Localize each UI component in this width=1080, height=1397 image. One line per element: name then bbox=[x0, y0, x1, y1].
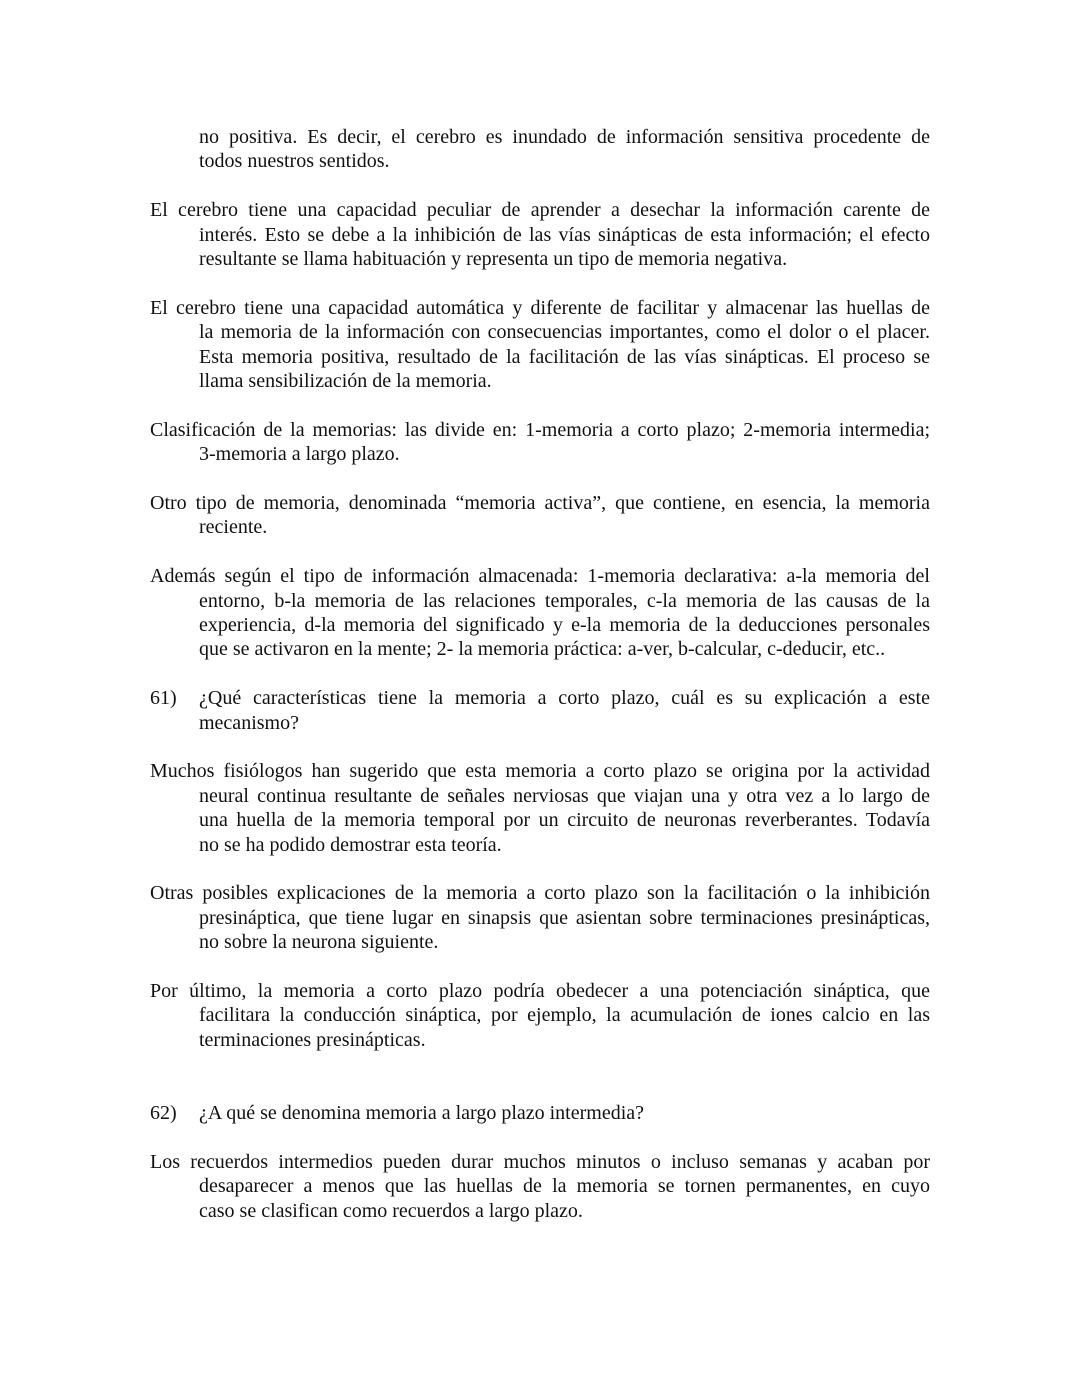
paragraph bbox=[150, 125, 930, 174]
text-line: Otras posibles explicaciones de la memoria a corto plazo son la facilitación o la inhibición bbox=[150, 882, 930, 905]
text-line: Por último, la memoria a corto plazo podría obedecer a una potenciación sináptica, que bbox=[150, 980, 930, 1003]
paragraph bbox=[150, 564, 930, 662]
text-line: Otro tipo de memoria, denominada “memoria activa”, que contiene, en esencia, la memoria bbox=[150, 492, 930, 515]
paragraph bbox=[150, 979, 930, 1052]
text-line: Además según el tipo de información almacenada: 1-memoria declarativa: a-la memoria del bbox=[150, 565, 930, 588]
text-line: la memoria de la información con consecuencias importantes, como el dolor o el placer. bbox=[199, 321, 930, 344]
text-line: El cerebro tiene una capacidad automática y diferente de facilitar y almacenar las huellas de bbox=[150, 296, 930, 319]
text-line: todos nuestros sentidos. bbox=[199, 150, 390, 173]
paragraph bbox=[150, 198, 930, 271]
text-line: Clasificación de la memorias: las divide en: 1-memoria a corto plazo; 2-memoria intermedia; bbox=[150, 418, 930, 441]
text-line: no se ha podido demostrar esta teoría. bbox=[199, 833, 502, 856]
text-line: llama sensibilización de la memoria. bbox=[199, 370, 492, 393]
text-line: Esta memoria positiva, resultado de la facilitación de las vías sinápticas. El proceso se bbox=[199, 345, 930, 368]
text-line: interés. Esto se debe a la inhibición de las vías sinápticas de esta información; el efecto bbox=[199, 223, 930, 246]
text-line: presináptica, que tiene lugar en sinapsis que asientan sobre terminaciones presinápticas, bbox=[199, 906, 930, 929]
paragraph bbox=[150, 491, 930, 540]
text-line: resultante se llama habituación y representa un tipo de memoria negativa. bbox=[199, 248, 788, 271]
text-line: desaparecer a menos que las huellas de la memoria se tornen permanentes, en cuyo bbox=[199, 1175, 930, 1198]
text-line: una huella de la memoria temporal por un circuito de neuronas reverberantes. Todavía bbox=[199, 809, 930, 832]
text-line: caso se clasifican como recuerdos a largo plazo. bbox=[199, 1199, 583, 1222]
question-text bbox=[150, 686, 930, 735]
text-line: 3-memoria a largo plazo. bbox=[199, 443, 400, 466]
question-paragraph bbox=[150, 1101, 930, 1125]
text-line: que se activaron en la mente; 2- la memoria práctica: a-ver, b-calcular, c-deducir, etc.. bbox=[199, 638, 886, 661]
text-line: reciente. bbox=[199, 516, 268, 539]
text-line: Los recuerdos intermedios pueden durar muchos minutos o incluso semanas y acaban por bbox=[150, 1150, 930, 1173]
question-number: 62) bbox=[150, 1102, 177, 1125]
text-line: terminaciones presinápticas. bbox=[199, 1028, 426, 1051]
text-line: entorno, b-la memoria de las relaciones temporales, c-la memoria de las causas de la bbox=[199, 589, 930, 612]
text-line: Muchos fisiólogos han sugerido que esta memoria a corto plazo se origina por la actividad bbox=[150, 760, 930, 783]
text-line: ¿A qué se denomina memoria a largo plazo intermedia? bbox=[199, 1102, 645, 1125]
question-text bbox=[150, 1101, 930, 1125]
paragraph bbox=[150, 1150, 930, 1223]
question-paragraph bbox=[150, 686, 930, 735]
text-line: mecanismo? bbox=[199, 711, 299, 734]
paragraph bbox=[150, 296, 930, 394]
text-line: facilitara la conducción sináptica, por ejemplo, la acumulación de iones calcio en las bbox=[199, 1004, 930, 1027]
text-line: El cerebro tiene una capacidad peculiar de aprender a desechar la información carente de bbox=[150, 199, 930, 222]
paragraph bbox=[150, 759, 930, 857]
text-line: ¿Qué características tiene la memoria a corto plazo, cuál es su explicación a este bbox=[199, 687, 930, 710]
document-page bbox=[150, 125, 930, 1248]
text-line: no sobre la neurona siguiente. bbox=[199, 931, 439, 954]
paragraph bbox=[150, 418, 930, 467]
text-line: no positiva. Es decir, el cerebro es inundado de información sensitiva procedente de bbox=[199, 126, 930, 148]
text-line: neural continua resultante de señales nerviosas que viajan una y otra vez a lo largo de bbox=[199, 784, 930, 807]
text-line: experiencia, d-la memoria del significado y e-la memoria de la deducciones personales bbox=[199, 614, 930, 637]
question-number: 61) bbox=[150, 687, 177, 710]
paragraph bbox=[150, 881, 930, 954]
